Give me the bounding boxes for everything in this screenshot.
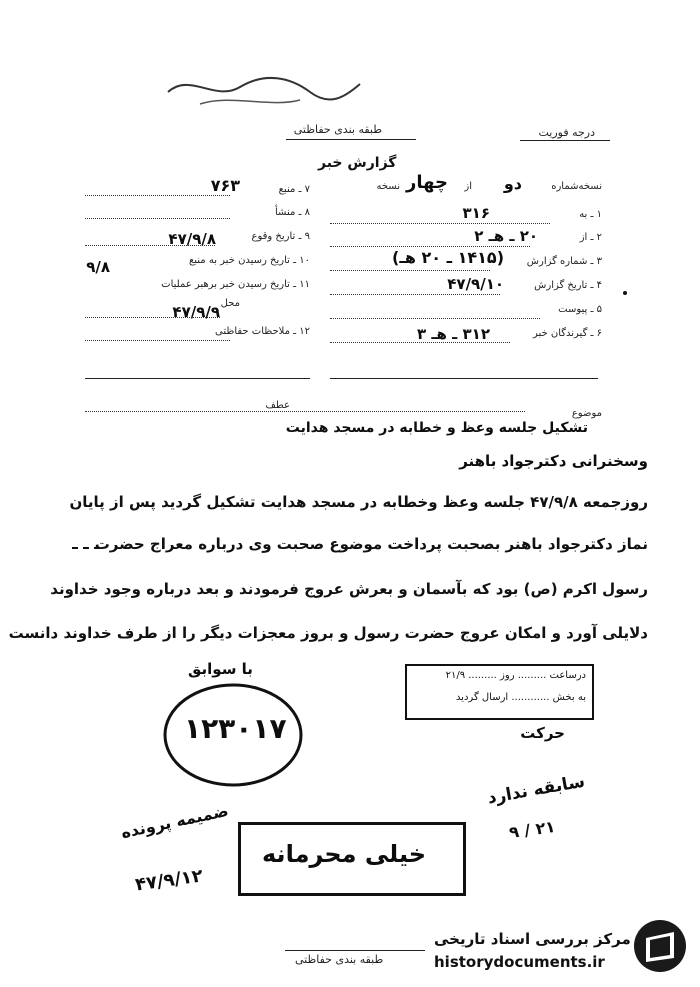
dotted-rule bbox=[330, 294, 500, 295]
field-value-to: ۳۱۶ bbox=[462, 204, 490, 222]
divider-right bbox=[330, 378, 598, 379]
note-action: حرکت bbox=[520, 724, 565, 742]
field-label-source: ۷ ـ منبع bbox=[278, 184, 310, 195]
note-file-attach: ضمیمه پرونده bbox=[119, 800, 231, 843]
footer-classification: طبقه بندی حفاظتی bbox=[295, 953, 384, 966]
divider-left bbox=[85, 378, 310, 379]
dotted-rule bbox=[85, 340, 230, 341]
note-date-right: ۲۱ / ۹ bbox=[507, 816, 557, 843]
body-line: دلایلی آورد و امکان عروج حضرت رسول و بروز معجزات دیگر را از طرف خداوند دانست bbox=[8, 624, 648, 642]
field-value-received-ops: ۴۷/۹/۹ bbox=[172, 303, 220, 321]
dotted-rule bbox=[330, 223, 550, 224]
field-value-event-date: ۴۷/۹/۸ bbox=[168, 230, 216, 248]
field-value-report-no: (۱۴۱۵ ـ ۲۰ هـ) bbox=[392, 248, 504, 267]
copy-total: چهار bbox=[406, 172, 448, 193]
body-line: روزجمعه ۴۷/۹/۸ جلسه وعظ وخطابه در مسجد هدایت تشکیل گردید پس از پایان bbox=[69, 493, 648, 511]
dispatch-stamp-line-2: به بخش ............ ارسال گردید bbox=[455, 692, 586, 703]
dotted-rule bbox=[85, 317, 220, 318]
with-records-note: با سوابق bbox=[188, 660, 253, 678]
urgency-rule bbox=[520, 140, 610, 141]
note-date-left: ۴۷/۹/۱۲ bbox=[133, 865, 205, 896]
dotted-rule bbox=[330, 318, 540, 319]
dotted-rule bbox=[85, 195, 230, 196]
copy-word: نسخه bbox=[376, 181, 400, 192]
field-label-from: ۲ ـ از bbox=[579, 232, 602, 243]
body-line: نماز دکترجواد باهنر بصحبت پرداخت موضوع صحبت وی درباره معراج حضرت bbox=[94, 535, 648, 553]
copy-number: دو bbox=[503, 174, 522, 193]
field-label-report-date: ۴ ـ تاریخ گزارش bbox=[534, 280, 602, 291]
copy-of: از bbox=[464, 181, 472, 192]
watermark-url: historydocuments.ir bbox=[434, 953, 605, 971]
field-label-attachment: ۵ ـ پیوست bbox=[558, 304, 602, 315]
copy-label: نسخه‌شماره bbox=[551, 181, 602, 192]
watermark-title: مرکز بررسی اسناد تاریخی bbox=[434, 930, 631, 948]
body-dash bbox=[72, 547, 100, 549]
subject-label: موضوع bbox=[571, 408, 602, 419]
dotted-rule bbox=[330, 246, 530, 247]
punch-mark bbox=[623, 291, 627, 295]
note-no-record: سابقه ندارد bbox=[485, 771, 586, 809]
field-label-security-notes: ۱۲ ـ ملاحظات حفاظتی bbox=[215, 326, 310, 337]
footer-rule bbox=[285, 950, 425, 951]
top-scribble bbox=[160, 62, 370, 112]
classification-top: طبقه بندی حفاظتی bbox=[293, 123, 382, 136]
dotted-rule bbox=[85, 218, 230, 219]
dotted-rule bbox=[330, 342, 510, 343]
dotted-rule bbox=[330, 270, 490, 271]
field-label-origin: ۸ ـ منشأ bbox=[274, 207, 310, 218]
atf-label: عطف bbox=[265, 400, 290, 411]
body-line: رسول اکرم (ص) بود که بآسمان و بعرش عروج فرمودند و بعد درباره وجود خداوند bbox=[50, 580, 648, 598]
header-rule bbox=[286, 139, 416, 140]
report-title: گزارش خبر bbox=[318, 155, 397, 171]
field-value-from: ۲۰ ـ هـ ۲ bbox=[474, 227, 538, 245]
archive-logo bbox=[632, 918, 688, 974]
mahal-label: محل bbox=[220, 298, 240, 309]
field-label-received-source: ۱۰ ـ تاریخ رسیدن خبر به منبع bbox=[188, 255, 310, 266]
field-label-event-date: ۹ ـ تاریخ وقوع bbox=[251, 231, 310, 242]
field-value-received-source: ۹/۸ bbox=[86, 258, 110, 276]
urgency-label: درجه فوریت bbox=[538, 126, 595, 139]
dotted-rule bbox=[85, 411, 525, 412]
field-label-received-ops: ۱۱ ـ تاریخ رسیدن خبر برهبر عملیات bbox=[161, 279, 310, 290]
field-label-report-no: ۳ ـ شماره گزارش bbox=[526, 256, 602, 267]
circled-number: ۱۲۳۰۱۷ bbox=[184, 712, 287, 745]
dispatch-stamp-line-1: درساعت ......... روز ......... ۲۱/۹ bbox=[445, 670, 586, 681]
field-label-to: ۱ ـ به bbox=[579, 209, 602, 220]
field-label-recipients: ۶ ـ گیرندگان خبر bbox=[532, 328, 602, 339]
field-value-source: ۷۶۳ bbox=[210, 176, 240, 195]
dotted-rule bbox=[85, 245, 215, 246]
field-value-report-date: ۴۷/۹/۱۰ bbox=[447, 275, 504, 293]
subject-line-1: تشکیل جلسه وعظ و خطابه در مسجد هدایت bbox=[285, 420, 588, 436]
subject-line-2: وسخنرانی دکترجواد باهنر bbox=[459, 452, 648, 470]
secret-stamp-text: خیلی محرمانه bbox=[262, 840, 427, 868]
field-value-recipients: ۳۱۲ ـ هـ ۳ bbox=[417, 325, 490, 343]
